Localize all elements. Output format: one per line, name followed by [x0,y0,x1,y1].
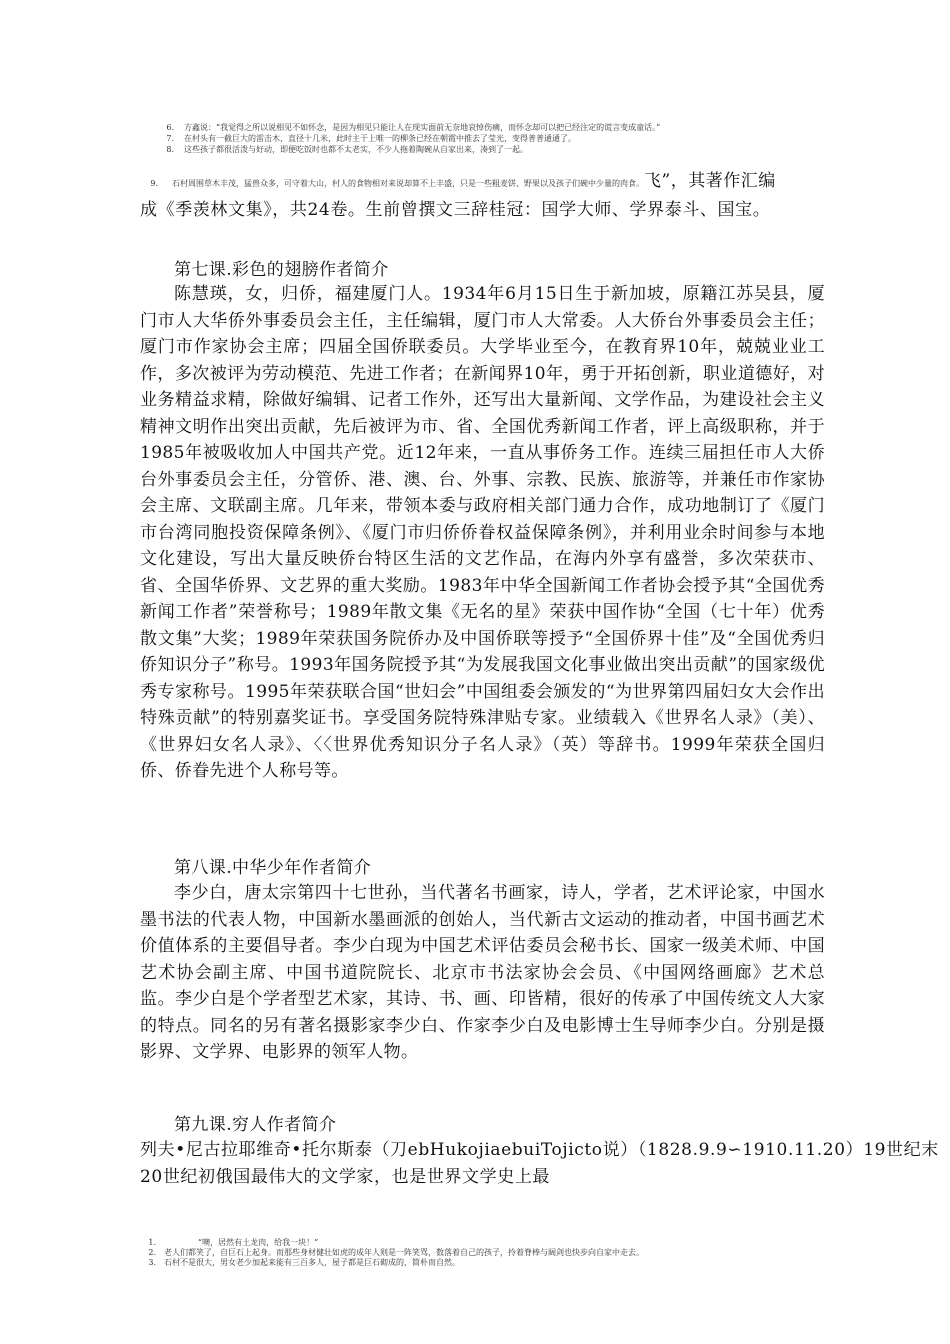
footnote-text: “噢，居然有土龙肉，给我一块！” [198,1238,319,1247]
body-text-fragment: 飞”，其著作汇编 [644,171,776,191]
footnote-6 [140,122,660,133]
footnote-text: 老人们都笑了，自巨石上起身。而那些身材健壮如虎的成年人则是一阵笑骂，数落着自己的孩子，拎着脊棒与阔剑也快步向自家中走去。 [164,1248,644,1257]
footnote-number: 9. [150,179,158,188]
section-heading-lesson-9: 第九课.穷人作者简介 [174,1115,337,1135]
footnote-7 [140,133,576,144]
footnote-1 [140,1238,840,1248]
footnote-number: 6. [166,123,174,132]
footnote-number: 2. [148,1248,156,1257]
footnote-3 [140,1258,840,1268]
footnote-8 [140,144,528,155]
footnote-text: 这些孩子都很活泼与好动，即便吃饭时也都不太老实，不少人拖着陶碗从自家出来，凑到了一起。 [184,145,528,154]
section-heading-lesson-8: 第八课.中华少年作者简介 [174,858,372,878]
footnote-number: 8. [166,145,174,154]
footnote-9-line [140,166,776,191]
footnote-text: 石村周围草木丰茂，猛兽众多，可守着大山，村人的食物相对来说却算不上丰盛，只是一些粗麦饼、野果以及孩子们碗中少量的肉食。 [172,179,644,188]
footnote-number: 7. [166,134,174,143]
section-line-lesson-9-2: 20世纪初俄国最伟大的文学家，也是世界文学史上最 [140,1167,551,1187]
footnote-number: 1. [148,1238,156,1247]
section-heading-lesson-7: 第七课.彩色的翅膀作者简介 [174,260,389,280]
section-body-lesson-8: 李少白，唐太宗第四十七世孙，当代著名书画家，诗人，学者，艺术评论家，中国水墨书法的代表人物，中国新水墨画派的创始人，当代新古文运动的推动者，中国书画艺术价值体系的主要倡导者。李少白现为中国艺术评估委员会秘书长、国家一级美术师、中国艺术协会副主席、中国书道院院长、北京市书法家协会会员、《中国网络画廊》艺术总监。李少白是个学者型艺术家，其诗、书、画、印皆精，很好的传承了中国传统文人大家的特点。同名的另有著名摄影家李少白、作家李少白及电影博士生导师李少白。分别是摄影界、文学界、电影界的领军人物。 [140,883,825,1062]
footnote-text: 石村不是很大，男女老少加起来能有三百多人，屋子都是巨石砌成的，简朴而自然。 [164,1258,460,1267]
footnote-number: 3. [148,1258,156,1267]
footnote-text: 方鑫说：“我觉得之所以说相见不如怀念，是因为相见只能让人在现实面前无奈地哀悼伤痛，而怀念却可以把已经注定的谎言变成童话。” [184,123,661,132]
intro-line: 成《季羡林文集》，共24卷。生前曾撰文三辞桂冠：国学大师、学界泰斗、国宝。 [140,200,771,220]
footnote-2 [140,1248,840,1258]
footnote-text: 在村头有一截巨大的雷击木，直径十几米，此时主干上唯一的柳条已经在朝霞中推去了莹光，变得普普通通了。 [184,134,576,143]
section-body-lesson-7: 陈慧瑛，女，归侨，福建厦门人。1934年6月15日生于新加坡，原籍江苏吴县，厦门市人大华侨外事委员会主任，主任编辑，厦门市人大常委。人大侨台外事委员会主任；厦门市作家协会主席；四届全国侨联委员。大学毕业至今，在教育界10年，兢兢业业工作，多次被评为劳动模范、先进工作者；在新闻界10年，勇于开拓创新，职业道德好，对业务精益求精，除做好编辑、记者工作外，还写出大量新闻、文学作品，为建设社会主义精神文明作出突出贡献，先后被评为市、省、全国优秀新闻工作者，评上高级职称，并于1985年被吸收加人中国共产党。近12年来，一直从事侨务工作。连续三届担任市人大侨台外事委员会主任，分管侨、港、澳、台、外事、宗教、民族、旅游等，并兼任市作家协会主席、文联副主席。几年来，带领本委与政府相关部门通力合作，成功地制订了《厦门市台湾同胞投资保障条例》、《厦门市归侨侨眷权益保障条例》，并利用业余时间参与本地文化建设，写出大量反映侨台特区生活的文艺作品，在海内外享有盛誉，多次荣获市、省、全国华侨界、文艺界的重大奖励。1983年中华全国新闻工作者协会授予其“全国优秀新闻工作者”荣誉称号；1989年散文集《无名的星》荣获中国作协“全国（七十年）优秀散文集”大奖；1989年荣获国务院侨办及中国侨联等授予“全国侨界十佳”及“全国优秀归侨知识分子”称号。1993年国务院授予其“为发展我国文化事业做出突出贡献”的国家级优秀专家称号。1995年荣获联合国“世妇会”中国组委会颁发的“为世界第四届妇女大会作出特殊贡献”的特别嘉奖证书。享受国务院特殊津贴专家。业绩载入《世界名人录》（美）、《世界妇女名人录》、〈〈世界优秀知识分子名人录》（英）等辞书。1999年荣获全国归侨、侨眷先进个人称号等。 [140,284,825,781]
section-line-lesson-9-1: 列夫•尼古拉耶维奇•托尔斯泰（刀ebHukojiaebuiTojicto说）（1828.9.9∽1910.11.20）19世纪末 [140,1140,939,1160]
bottom-footnotes [140,1238,840,1268]
